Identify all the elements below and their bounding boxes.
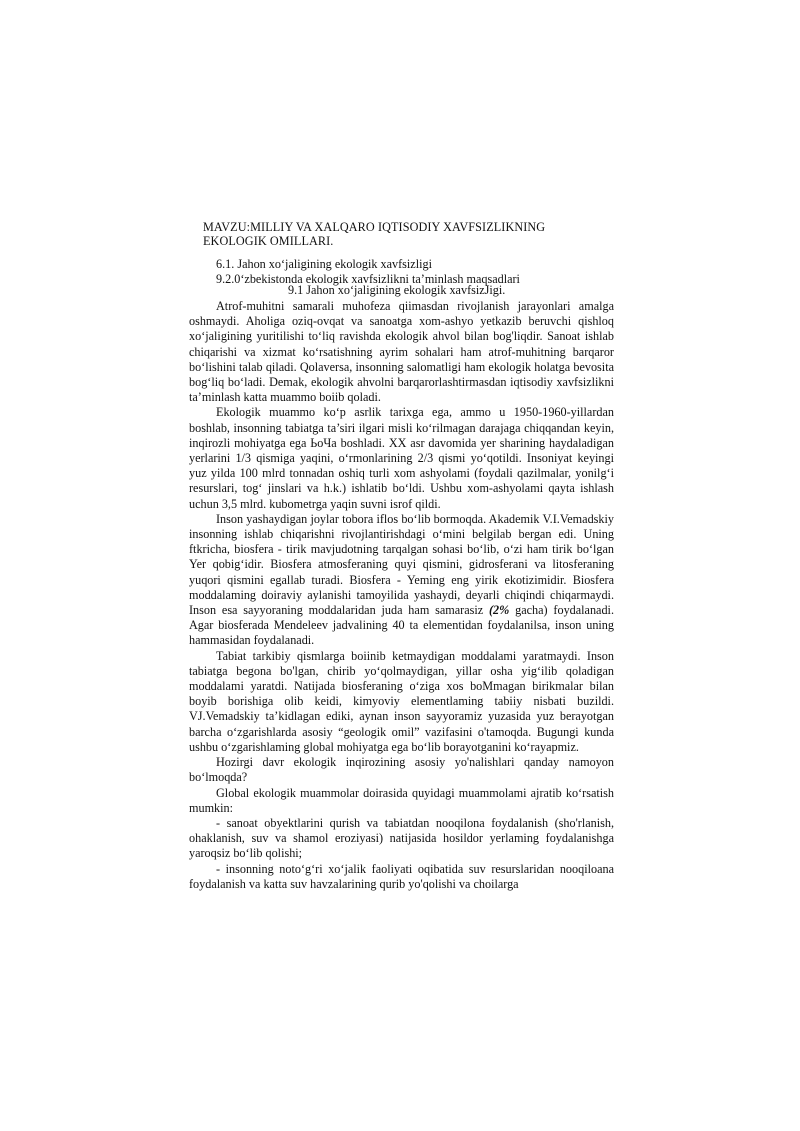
paragraph: Hozirgi davr ekologik inqirozining asosiy yo'nalishlari qanday namoyon bo‘lmoqda? — [189, 755, 614, 785]
toc-item: 6.1. Jahon xo‘jaligining ekologik xavfsizligi — [216, 257, 432, 272]
section-heading: 9.1 Jahon xo‘jaligining ekologik xavfsizJigi. — [288, 283, 506, 297]
paragraph: Global ekologik muammolar doirasida quyidagi muammolami ajratib ko‘rsatish mumkin: — [189, 785, 614, 815]
toc-item: 9.2.0‘zbekistonda ekologik xavfsizlikni ta’minlash maqsadlari — [216, 272, 520, 287]
list-item: - sanoat obyektlarini qurish va tabiatdan nooqilona foydalanish (sho'rlanish, ohaklanish, suv va shamol eroziyasi) natijasida hosildor yerlaming foydalanishga yaroqsiz bo‘lib qolishi; — [189, 815, 614, 861]
title-line-2: EKOLOGIK OMILLARI. — [203, 233, 334, 248]
paragraph: Tabiat tarkibiy qismlarga boiinib ketmaydigan moddalami yaratmaydi. Inson tabiatga begona bo'lgan, chirib yo‘qolmaydigan, yillar osha yig‘ilib qoladigan moddalami yaratdi. Natijada biosferaning o‘ziga xos boMmagan birikmalar bilan boyib borishiga olib keidi, kimyoviy elementlaming tabiiy nisbati buzildi. VJ.Vemadskiy ta’kidlagan ediki, aynan inson sayyoramiz yuzasida yuz berayotgan barcha o‘zgarishlarda asosiy “geologik omil” vazifasini o'tamoqda. Bugungi kunda ushbu o‘zgarishlaming global mohiyatga ega bo‘lib borayotganini ko‘rayapmiz. — [189, 648, 614, 754]
list-item: - insonning noto‘g‘ri xo‘jalik faoliyati oqibatida suv resurslaridan nooqiloana foydalanish va katta suv havzalarining qurib yo'qolishi va choilarga — [189, 861, 614, 891]
emphasis-text: (2% — [488, 603, 510, 618]
document-header — [203, 221, 623, 288]
paragraph: Ekologik muammo ko‘p asrlik tarixga ega, ammo u 1950-1960-yillardan boshlab, insonning tabiatga ta’siri ilgari misli ko‘rilmagan darajaga chiqqandan keyin, inqirozli mohiyatga ega ЬоЧа boshladi. XX asr davomida yer sharining haydaladigan yerlarini 1/3 qismiga yaqini, o‘rmonlarining 2/3 qismi yo‘qotildi. Insoniyat keyingi yuz yilda 100 mlrd tonnadan oshiq turli xom ashyolami (foydali qazilmalar, yonilg‘i resurslari, tog‘ jinslari va h.k.) ishlatib bo‘ldi. Ushbu xom-ashyolami qayta ishlash uchun 3,5 mlrd. kubometrga yaqin suvni isrof qildi. — [189, 405, 614, 511]
paragraph — [189, 512, 614, 649]
document-title — [203, 221, 623, 248]
document-body — [189, 299, 614, 892]
paragraph: Atrof-muhitni samarali muhofeza qiimasdan rivojlanish jarayonlari amalga oshmaydi. Aholiga oziq-ovqat va sanoatga xom-ashyo yetkazib beruvchi qishloq xo‘jaligining yuritilishi to‘liq ravishda ekologik ahvol bilan bog'liqdir. Sanoat ishlab chiqarishi va xizmat ko‘rsatishning ayrim sohalari ham atrof-muhitning barqaror bo‘lishini talab qiladi. Qolaversa, insonning salomatligi ham ekologik holatga bevosita bog‘liq bo‘ladi. Demak, ekologik ahvolni barqarorlashtirmasdan iqtisodiy xavfsizlikni ta’minlash katta muammo boiib qoladi. — [189, 299, 614, 405]
paragraph-text: gacha) foydalanadi. Agar biosferada Mendeleev jadvalining 40 ta elementidan foydalanilsa, inson uning hammasidan foydalanadi. — [189, 603, 614, 648]
paragraph-text: Inson yashaydigan joylar tobora iflos bo‘lib bormoqda. Akademik V.I.Vemadskiy insonning ishlab chiqarishni rivojlantirishdagi o‘mini belgilab bergan edi. Uning ftkricha, biosfera - tirik mavjudotning tarqalgan sohasi bo‘lib, o‘zi ham tirik bo‘lgan Yer qobig‘idir. Biosfera atmosferaning quyi qismini, gidrosferani va litosferaning yuqori qismini egallab turadi. Biosfera - Yeming eng yirik ekotizimidir. Biosfera moddalaming doiraviy aylanishi tamoyilida yashaydi, deyarli chiqindi chiqarmaydi. Inson esa sayyoraning moddalaridan juda ham samarasiz — [189, 511, 614, 618]
title-line-1: MAVZU:MILLIY VA XALQARO IQTISODIY XAVFSIZLIKNING — [203, 220, 546, 234]
